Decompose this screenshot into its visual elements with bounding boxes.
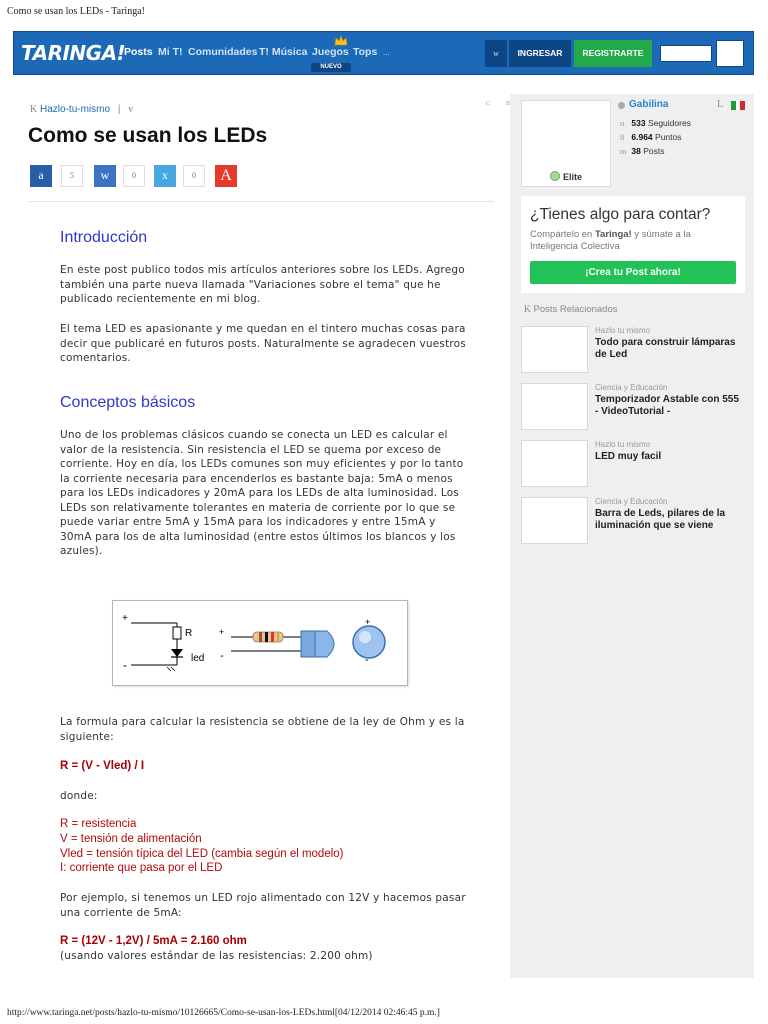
plus-label: + xyxy=(122,613,128,624)
online-status-icon xyxy=(618,102,625,109)
led-component xyxy=(315,631,334,657)
plus-label-3: + xyxy=(365,617,371,627)
search-input[interactable] xyxy=(660,45,712,62)
elite-icon xyxy=(550,171,560,181)
donde-label: donde: xyxy=(60,790,98,802)
nav-t-musica[interactable]: T! Música xyxy=(259,46,308,58)
italy-flag-icon xyxy=(731,101,745,110)
posts-label: Posts xyxy=(643,146,665,156)
create-post-button[interactable]: ¡Crea tu Post ahora! xyxy=(530,261,736,284)
related-post[interactable] xyxy=(521,326,747,374)
favorite-button[interactable]: A xyxy=(215,165,237,187)
points-label: Puntos xyxy=(655,132,682,142)
top-navbar xyxy=(13,31,754,75)
level-icon: L xyxy=(717,99,724,110)
related-post-category: Hazlo tu mismo xyxy=(595,440,651,449)
nav-comunidades[interactable]: Comunidades xyxy=(188,46,258,58)
led-label: led xyxy=(191,653,205,664)
stat-followers xyxy=(620,118,691,128)
intro-paragraph-2: El tema LED es apasionante y me quedan en el tintero muchas cosas para decir que publicaré en futuros posts. Naturalmente se agradecen vuestros comentarios. xyxy=(60,323,466,364)
example-formula xyxy=(60,934,247,949)
post-title: Como se usan los LEDs xyxy=(28,124,268,147)
minus-label: - xyxy=(123,658,127,672)
definition-r: R = resistencia xyxy=(60,818,137,830)
related-post-title[interactable]: Temporizador Astable con 555 - VideoTutorial - xyxy=(595,394,739,417)
concepts-heading: Conceptos básicos xyxy=(60,394,196,411)
stat-points xyxy=(620,132,682,142)
author-username[interactable]: Gabilina xyxy=(629,99,669,110)
nav-mi-t[interactable]: Mi T! xyxy=(158,46,183,58)
related-posts-heading xyxy=(524,304,617,315)
facebook-share-count: 5 xyxy=(61,165,83,187)
share-twitter-button[interactable]: w xyxy=(94,165,116,187)
author-avatar[interactable] xyxy=(521,100,611,187)
resistor-symbol xyxy=(173,627,181,639)
ohm-formula-text: R = (V - Vled) / I xyxy=(60,760,145,772)
points-icon: 8 xyxy=(620,132,625,142)
intro-heading: Introducción xyxy=(60,229,148,246)
related-icon: K xyxy=(524,305,531,315)
related-post-thumbnail[interactable] xyxy=(521,497,588,544)
promo-sub-post: y súmate a la Inteligencia Colectiva xyxy=(530,229,691,252)
related-post-thumbnail[interactable] xyxy=(521,440,588,487)
example-formula-text: R = (12V - 1,2V) / 5mA = 2.160 ohm xyxy=(60,935,247,947)
user-menu-button[interactable] xyxy=(716,40,744,67)
related-post-category: Ciencia y Educación xyxy=(595,383,668,392)
definition-i: I: corriente que pasa por el LED xyxy=(60,862,223,875)
led-symbol xyxy=(171,649,183,657)
browser-page-title: Como se usan los LEDs - Taringa! xyxy=(7,6,145,17)
minus-label-2: - xyxy=(220,650,224,662)
nav-more[interactable]: ... xyxy=(383,48,390,57)
followers-value: 533 xyxy=(631,118,646,128)
breadcrumb-category-link[interactable]: Hazlo-tu-mismo xyxy=(40,104,111,115)
followers-label: Seguidores xyxy=(647,118,691,128)
nav-juegos[interactable]: Juegos xyxy=(312,46,349,58)
create-post-promo xyxy=(521,196,745,293)
points-value: 6.964 xyxy=(631,132,653,142)
minus-label-3: - xyxy=(365,654,369,666)
breadcrumb xyxy=(30,104,133,115)
definition-v: V = tensión de alimentación xyxy=(60,832,202,845)
followers-icon: u xyxy=(620,118,625,128)
promo-subtitle xyxy=(530,229,736,253)
intro-paragraph-1: En este post publico todos mis artículos anteriores sobre los LEDs. Agrego también una parte nueva llamada "Variaciones sobre el tema" que he publicado recientemente en mi blog. xyxy=(60,264,465,305)
example-intro: Por ejemplo, si tenemos un LED rojo alimentado con 12V y hacemos pasar una corriente de 5mA: xyxy=(60,892,466,919)
related-post-title[interactable]: LED muy facil xyxy=(595,451,662,462)
related-post[interactable] xyxy=(521,440,747,488)
share-facebook-button[interactable]: a xyxy=(30,165,52,187)
led-top-view xyxy=(353,626,385,658)
related-post-title[interactable]: Todo para construir lámparas de Led xyxy=(595,337,736,360)
formula-intro: La formula para calcular la resistencia se obtiene de la ley de Ohm y es la siguiente: xyxy=(60,716,465,743)
posts-value: 38 xyxy=(631,146,641,156)
breadcrumb-separator: | xyxy=(117,104,121,115)
related-post-thumbnail[interactable] xyxy=(521,383,588,430)
breadcrumb-dropdown-icon[interactable]: v xyxy=(128,104,134,115)
stat-posts xyxy=(620,146,664,156)
crown-icon xyxy=(334,35,348,46)
rank-badge xyxy=(522,171,610,182)
related-post-title[interactable]: Barra de Leds, pilares de la iluminación que se viene xyxy=(595,508,726,531)
promo-brand: Taringa! xyxy=(594,229,632,240)
related-post[interactable] xyxy=(521,497,747,545)
promo-sub-pre: Compártelo en xyxy=(530,229,595,240)
r-label: R xyxy=(185,628,193,639)
related-post-category: Ciencia y Educación xyxy=(595,497,668,506)
led-circuit-diagram xyxy=(112,600,408,686)
promo-question: ¿Tienes algo para contar? xyxy=(530,206,711,223)
category-icon: K xyxy=(30,104,38,115)
register-button[interactable]: REGISTRARTE xyxy=(574,40,652,67)
related-post-thumbnail[interactable] xyxy=(521,326,588,373)
w-button[interactable]: w xyxy=(485,40,507,67)
nav-posts[interactable]: Posts xyxy=(124,46,153,58)
related-post[interactable] xyxy=(521,383,747,431)
nuevo-badge: NUEVO xyxy=(311,63,351,72)
circuit-drawing xyxy=(113,601,409,687)
share-plus-button[interactable]: x xyxy=(154,165,176,187)
print-footer-url: http://www.taringa.net/posts/hazlo-tu-mismo/10126665/Como-se-usan-los-LEDs.html[04/12/2014 02:46:45 p.m.] xyxy=(7,1008,440,1018)
definition-vled: Vled = tensión típica del LED (cambia según el modelo) xyxy=(60,847,344,860)
ohm-formula xyxy=(60,759,144,774)
plus-label-2: + xyxy=(219,627,225,637)
share-divider xyxy=(28,201,494,202)
sidebar xyxy=(510,94,754,978)
login-button[interactable]: INGRESAR xyxy=(509,40,571,67)
c-icon[interactable]: C xyxy=(486,101,491,107)
rank-label: Elite xyxy=(562,172,582,182)
related-post-category: Hazlo tu mismo xyxy=(595,326,651,335)
twitter-share-count: 0 xyxy=(123,165,145,187)
plus-share-count: 0 xyxy=(183,165,205,187)
nav-tops[interactable]: Tops xyxy=(353,46,378,58)
taringa-logo[interactable]: TARINGA! xyxy=(21,41,126,65)
related-posts-title: Posts Relacionados xyxy=(533,304,618,315)
formula-definitions xyxy=(60,817,344,876)
concepts-paragraph: Uno de los problemas clásicos cuando se conecta un LED es calcular el valor de la resistencia. Sin resistencia el LED se quema por exceso de corriente. Hoy en día, los LEDs comunes son muy eficientes y por lo tanto la corriente necesaria para encenderlos es bastante baja: 5mA o menos para los LEDs indicadores y 20mA para los LEDs de alta luminosidad. Los LEDs son relativamente tolerantes en materia de corriente por lo que se puede variar entre 5mA y 15mA para los indicadores y entre 15mA y 30mA para los de alta luminosidad (entre estos últimos los blancos y los azules). xyxy=(60,429,464,557)
posts-icon: m xyxy=(620,146,627,156)
b-icon[interactable]: B xyxy=(506,101,511,107)
example-note: (usando valores estándar de las resistencias: 2.200 ohm) xyxy=(60,950,373,962)
